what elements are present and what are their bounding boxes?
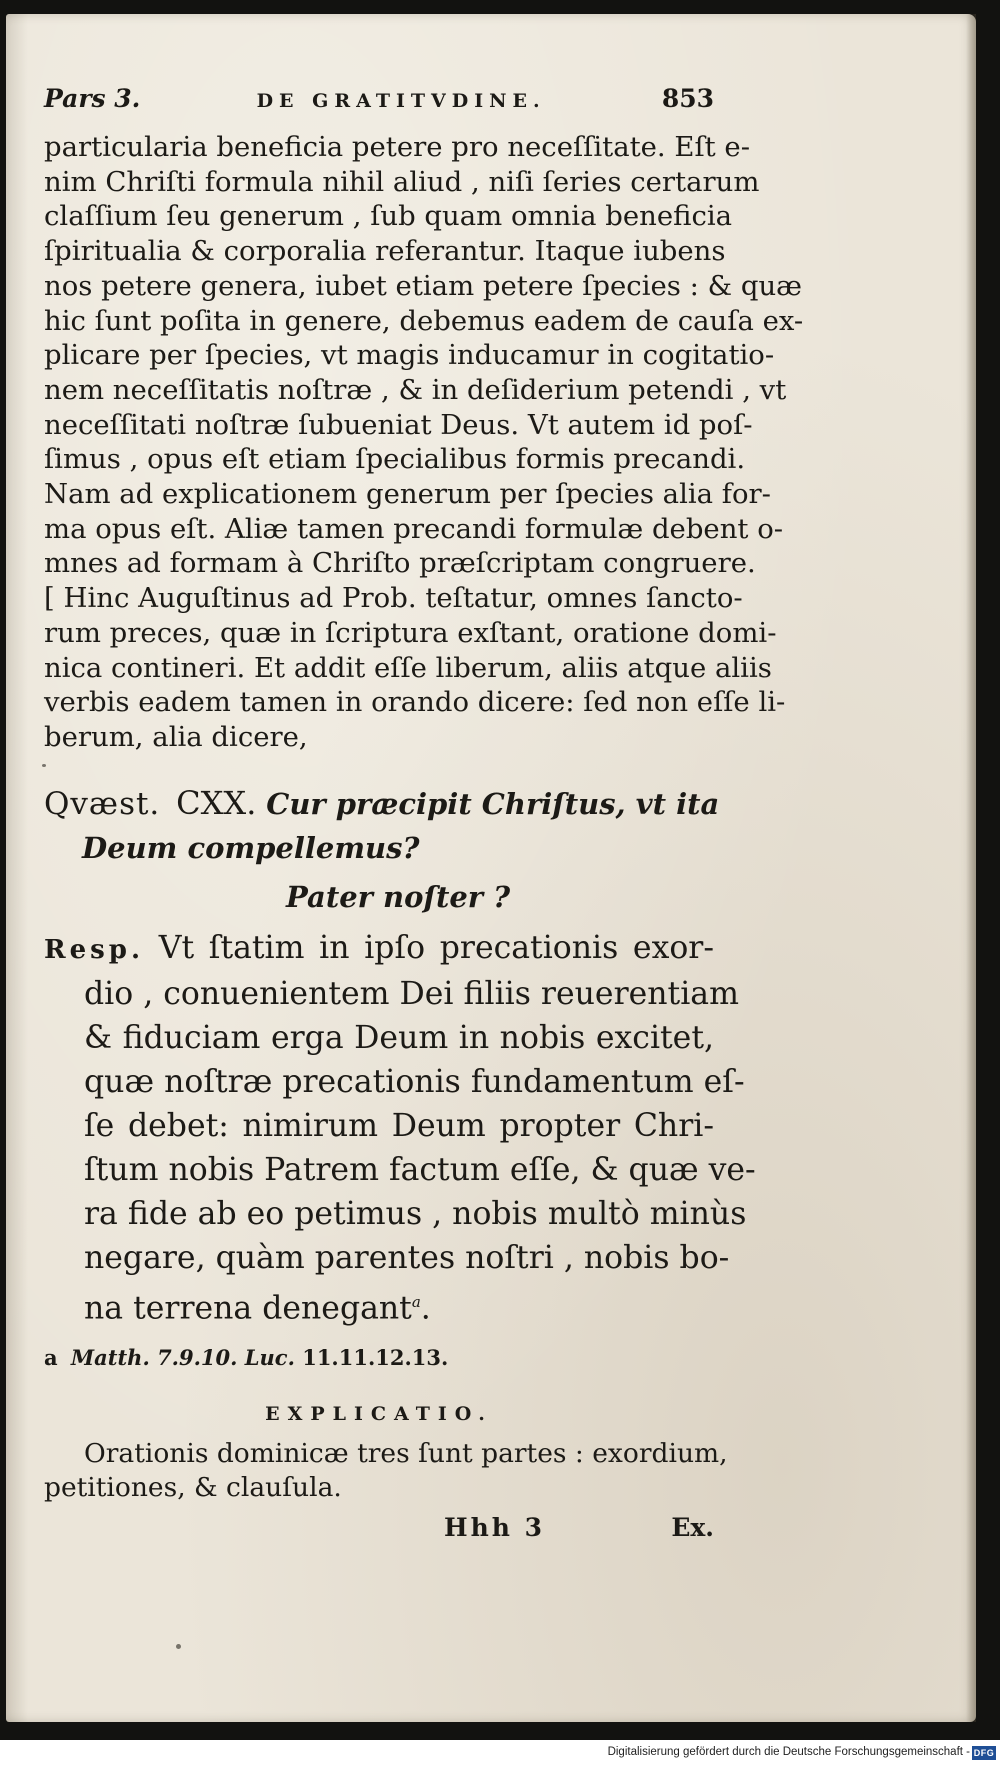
paragraph-line: nem neceſſitatis noſtræ , & in deſiderium petendi , vt <box>44 373 787 406</box>
explicatio-line: Orationis dominicæ tres ſunt partes : exordium, <box>84 1438 728 1469</box>
footer-credit: Digitalisierung gefördert durch die Deutsche Forschungsgemeinschaft - <box>607 1746 970 1758</box>
footnote-reference: Matth. 7.9.10. Luc. <box>70 1345 295 1370</box>
paragraph-line: nim Chriſti formula nihil aliud , niſi ſeries certarum <box>44 165 760 198</box>
text-block <box>44 84 804 1547</box>
page-number: 853 <box>661 84 714 113</box>
digitization-footer <box>0 1740 1000 1768</box>
paragraph-line: claſſium ſeu generum , ſub quam omnia beneficia <box>44 200 733 233</box>
running-head-part: Pars 3. <box>44 84 141 113</box>
paper-speck <box>42 764 46 767</box>
question-text: Cur præcipit Chriſtus, vt ita <box>266 786 720 821</box>
running-head <box>44 84 714 130</box>
answer-line: dio , conuenientem Dei filiis reuerentiam <box>84 975 739 1012</box>
footnote-marker: a <box>44 1345 58 1370</box>
explicatio-line: petitiones, & clauſula. <box>44 1472 342 1503</box>
question-line <box>44 826 714 870</box>
answer-line: negare, quàm parentes noſtri , nobis bo- <box>84 1240 730 1277</box>
paragraph-line: berum, alia dicere, <box>44 720 308 753</box>
paper-speck <box>176 1644 181 1649</box>
paragraph-line: ſpiritualia & corporalia referantur. Itaque iubens <box>44 235 726 268</box>
page-edge-shadow <box>966 14 976 1722</box>
answer-line: ra fide ab eo petimus , nobis multò minùs <box>84 1196 747 1233</box>
question-label: Qvæst. <box>44 785 161 822</box>
paragraph-line: neceſſitati noſtræ ſubueniat Deus. Vt autem id poſ- <box>44 408 753 441</box>
paragraph-line: ma opus eſt. Aliæ tamen precandi formulæ debent o- <box>44 512 784 545</box>
answer-text: Vt ſtatim in ipſo precationis exor- <box>158 929 715 966</box>
catchword: Ex. <box>671 1513 714 1542</box>
answer-line: na terrena denegant$^a$. <box>84 1290 431 1327</box>
question-subtitle: Pater noſter ? <box>286 879 511 914</box>
paragraph-line: nica contineri. Et addit eſſe liberum, aliis atque aliis <box>44 651 772 684</box>
paragraph-line: mnes ad formam à Chriſto præſcriptam congruere. <box>44 547 756 580</box>
question-heading <box>44 781 720 922</box>
question-line <box>44 781 720 826</box>
answer-line: & fiduciam erga Deum in nobis excitet, <box>84 1019 714 1056</box>
answer-line <box>44 926 714 972</box>
paragraph-line: verbis eadem tamen in orando dicere: ſed non eſſe li- <box>44 686 786 719</box>
paragraph-line: nos petere genera, iubet etiam petere ſpecies : & quæ <box>44 269 803 302</box>
footnote-numbers: 11.11.12.13. <box>302 1345 449 1370</box>
paragraph-line: particularia beneficia petere pro neceſſitate. Eſt e- <box>44 131 751 163</box>
answer-text: na terrena denegant <box>84 1290 412 1327</box>
paragraph-line: plicare per ſpecies, vt magis inducamur in cogitatio- <box>44 339 775 372</box>
answer-block <box>44 926 756 1331</box>
continuation-paragraph <box>44 130 804 755</box>
answer-line: quæ noſtræ precationis fundamentum eſ- <box>84 1063 745 1100</box>
dfg-logo-icon: DFG <box>973 1748 995 1758</box>
paragraph-line: rum preces, quæ in ſcriptura exſtant, oratione domi- <box>44 616 777 649</box>
paragraph-line: ſimus , opus eſt etiam ſpecialibus formis precandi. <box>44 443 746 476</box>
book-page <box>6 14 976 1722</box>
paragraph-line: Nam ad explicationem generum per ſpecies alia for- <box>44 478 771 511</box>
signature-mark: Hhh 3 <box>444 1513 546 1542</box>
signature-row <box>44 1513 714 1547</box>
footnote <box>44 1343 714 1373</box>
answer-label: Resp. <box>44 934 145 965</box>
running-head-title: DE GRATITVDINE. <box>256 90 546 112</box>
paragraph-line: [ Hinc Auguſtinus ad Prob. teſtatur, omnes ſancto- <box>44 582 743 615</box>
explicatio-heading: EXPLICATIO. <box>265 1403 493 1425</box>
question-text: Deum compellemus? <box>82 830 420 865</box>
footnote-mark: a <box>411 1293 421 1312</box>
paragraph-line: hic ſunt poſita in genere, debemus eadem de cauſa ex- <box>44 304 804 337</box>
question-number: CXX. <box>176 783 257 822</box>
answer-line: ſtum nobis Patrem factum eſſe, & quæ ve- <box>84 1152 756 1189</box>
answer-line: ſe debet: nimirum Deum propter Chri- <box>84 1108 714 1145</box>
